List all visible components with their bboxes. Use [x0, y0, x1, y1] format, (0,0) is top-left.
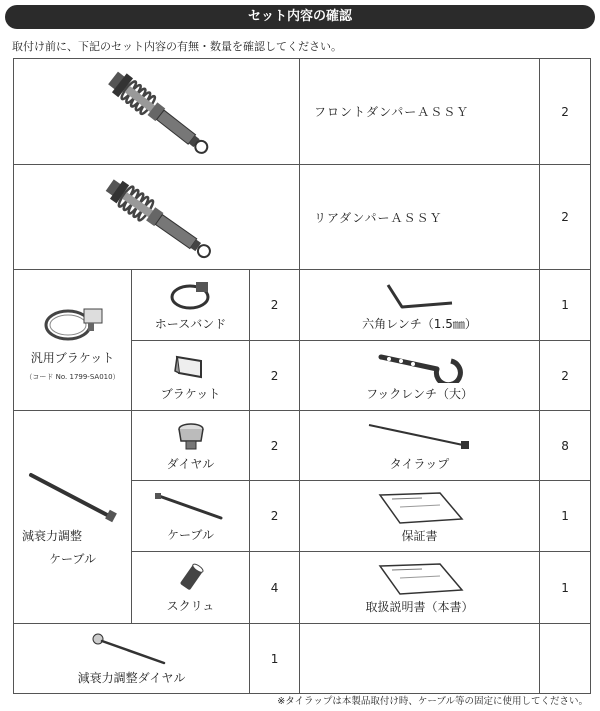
hex-wrench-qty: 1 [540, 270, 591, 341]
footnote: ※タイラップは本製品取付け時、ケーブル等の固定に使用してください。 [277, 696, 588, 707]
hose-band-qty: 2 [250, 270, 300, 341]
front-damper-qty: 2 [540, 59, 591, 165]
hook-wrench-qty: 2 [540, 341, 591, 411]
warranty-cell [300, 481, 540, 552]
adjust-dial-icon [82, 631, 182, 667]
bracket-cell [132, 341, 250, 411]
section-title: セット内容の確認 [5, 5, 595, 29]
manual-cell [300, 552, 540, 624]
manual-qty: 1 [540, 552, 591, 624]
front-damper-icon [82, 64, 232, 159]
intro-text: 取付け前に、下記のセット内容の有無・数量を確認してください。 [12, 40, 342, 53]
cable-group-name-line2: ケーブル [49, 552, 96, 566]
hook-wrench-cell [300, 341, 540, 411]
screw-qty: 4 [250, 552, 300, 624]
screw-cell [132, 552, 250, 624]
cable-group-name-line1: 減衰力調整 [22, 529, 83, 543]
screw-name: スクリュ [166, 599, 215, 613]
adjust-dial-cell [14, 624, 250, 694]
rear-damper-icon [82, 170, 232, 265]
warranty-document-icon [370, 489, 470, 525]
row-hose-band [14, 270, 591, 341]
manual-document-icon [370, 560, 470, 596]
bracket-qty: 2 [250, 341, 300, 411]
dial-cell [132, 411, 250, 481]
row-rear-damper [14, 165, 591, 270]
bracket-name: ブラケット [160, 387, 221, 401]
dial-name: ダイヤル [166, 457, 215, 471]
row-dial [14, 411, 591, 481]
adjust-dial-name: 減衰力調整ダイヤル [77, 671, 186, 685]
adjust-dial-qty: 1 [250, 624, 300, 694]
hook-wrench-name: フックレンチ（大） [366, 387, 473, 401]
screw-icon [174, 561, 208, 595]
hose-band-name: ホースバンド [154, 316, 227, 331]
hex-wrench-name: 六角レンチ（1.5㎜） [362, 316, 477, 331]
warranty-name: 保証書 [401, 528, 438, 543]
tie-wrap-name: タイラップ [389, 457, 450, 471]
hose-band-cell [132, 270, 250, 341]
bracket-icon [171, 349, 211, 383]
cable-group-cell [14, 411, 132, 624]
row-front-damper [14, 59, 591, 165]
rear-damper-image-cell [14, 165, 300, 270]
manual-name: 取扱説明書（本書） [365, 600, 474, 614]
row-adjust-dial [14, 624, 591, 694]
empty-cell [300, 624, 540, 694]
dial-qty: 2 [250, 411, 300, 481]
empty-cell [540, 624, 591, 694]
bracket-kit-icon [38, 299, 108, 349]
dial-icon [174, 419, 208, 453]
front-damper-image-cell [14, 59, 300, 165]
front-damper-name: フロントダンパーＡＳＳＹ [300, 59, 540, 165]
hose-band-icon [166, 279, 216, 313]
set-contents-table [13, 58, 591, 694]
cable-icon [151, 490, 231, 524]
hex-wrench-cell [300, 270, 540, 341]
warranty-qty: 1 [540, 481, 591, 552]
bracket-group-code: （コード No. 1799-SA010） [25, 372, 120, 381]
hook-wrench-icon [375, 349, 465, 383]
bracket-group-name: 汎用ブラケット [30, 350, 115, 365]
rear-damper-name: リアダンパーＡＳＳＹ [300, 165, 540, 270]
tie-wrap-qty: 8 [540, 411, 591, 481]
rear-damper-qty: 2 [540, 165, 591, 270]
damping-cable-icon [23, 467, 123, 527]
tie-wrap-icon [365, 419, 475, 453]
cable-cell [132, 481, 250, 552]
hex-wrench-icon [380, 279, 460, 313]
cable-qty: 2 [250, 481, 300, 552]
tie-wrap-cell [300, 411, 540, 481]
cable-name: ケーブル [167, 527, 214, 542]
bracket-group-cell [14, 270, 132, 411]
